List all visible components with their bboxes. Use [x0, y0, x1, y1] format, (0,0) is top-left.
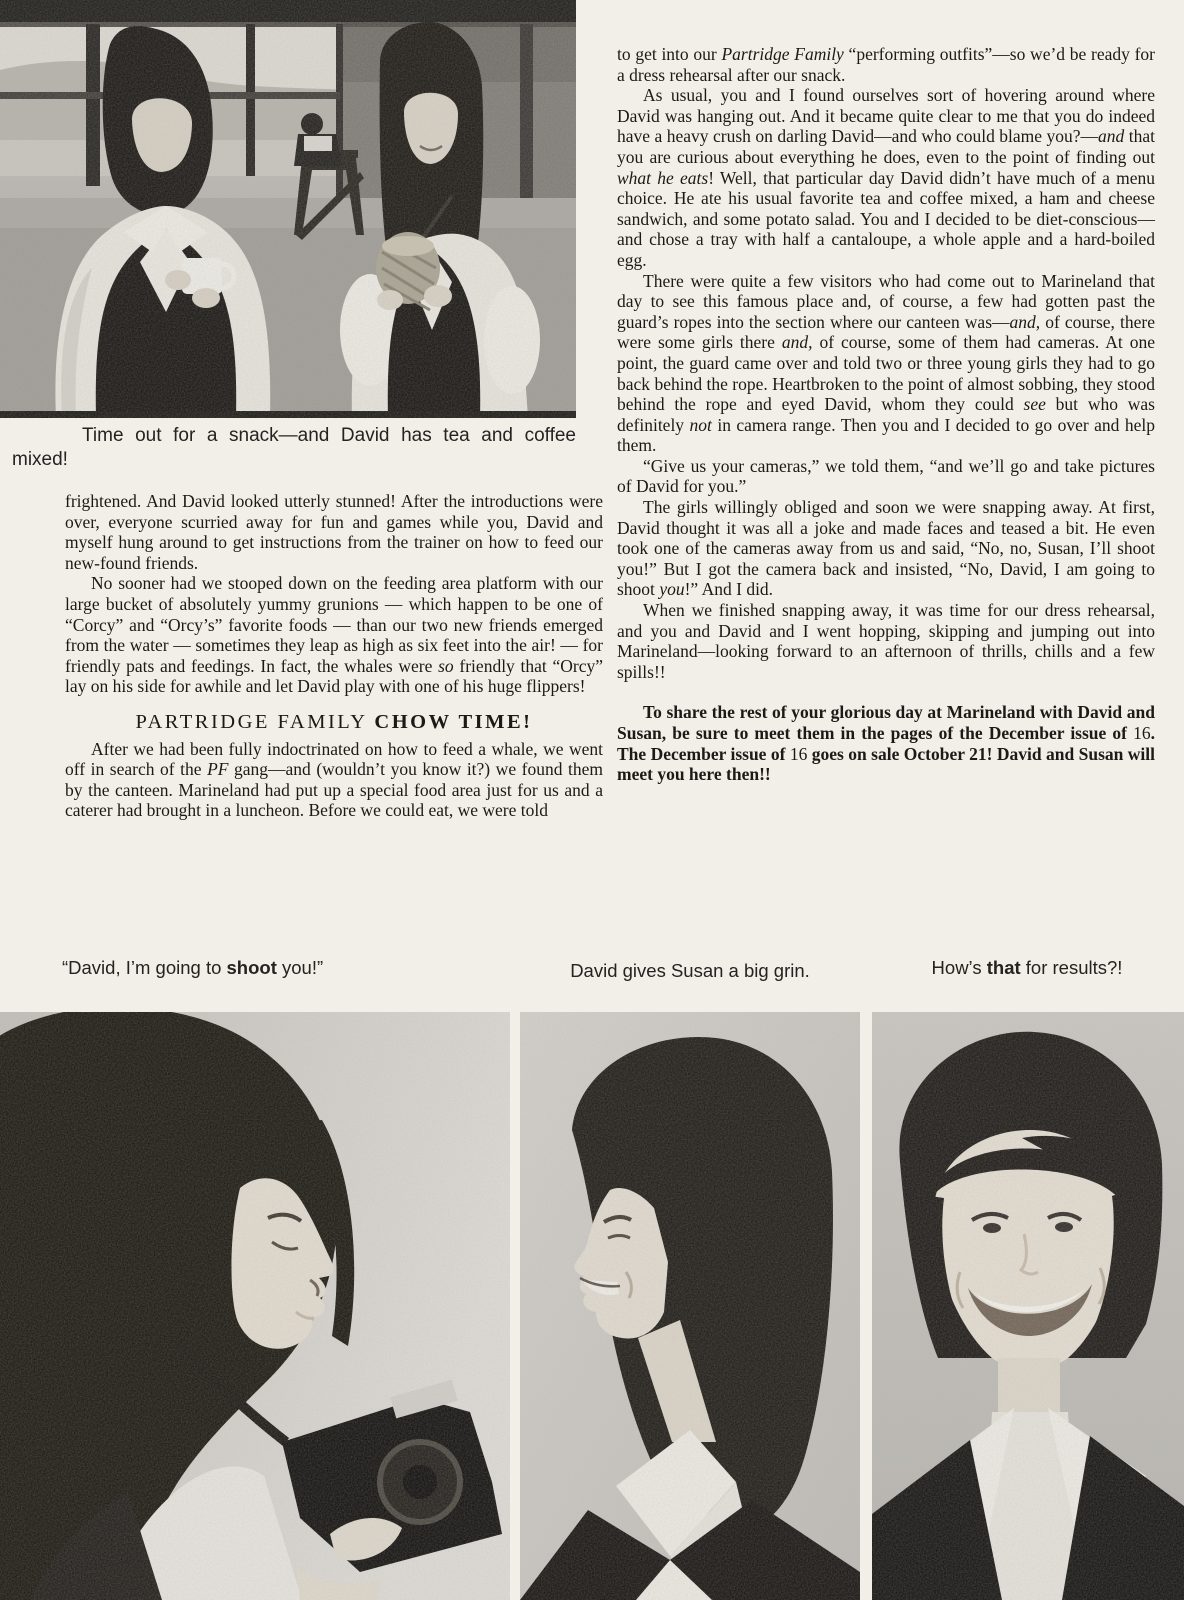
text-segment: !” And I did.: [684, 579, 774, 600]
text-segment: shoot: [226, 957, 277, 978]
body-paragraph: [617, 44, 1155, 85]
left-column: [65, 491, 603, 821]
text-segment: ! Well, that particular day David didn’t have much of a menu choice. He ate his usual favorite tea and coffee mixed, a ham and cheese sandwich, and some potato salad. You and I decided to be diet-conscious—and chose a tray with half a cantaloupe, a whole apple and a hard-boiled egg.: [617, 167, 1156, 270]
text-segment: for results?!: [1020, 957, 1123, 978]
text-segment: not: [689, 414, 712, 435]
text-segment: frightened. And David looked utterly stunned! After the introductions were over, everyone scurried away for fun and games while you, David and myself hung around to get instructions from the trainer on how to feed our new-found friends.: [65, 491, 603, 573]
text-segment: 16: [1133, 723, 1151, 743]
right-column: [617, 44, 1155, 785]
text-segment: you: [659, 579, 685, 600]
body-paragraph: [617, 497, 1155, 600]
text-segment: so: [438, 655, 454, 676]
text-segment: 16: [789, 743, 808, 764]
section-heading: [65, 712, 603, 733]
text-segment: and: [1098, 126, 1125, 147]
text-segment: The girls willingly obliged and soon we were snapping away. At first, David thought it was all a joke and made faces and teased a bit. He even took one of the cameras away from us and said, “No, no, Susan, I’ll shoot you!” But I got the camera back and insisted, “No, David, I am going to shoot: [617, 497, 1155, 600]
bottom-caption-center: [520, 960, 860, 982]
top-photo-caption: [12, 424, 576, 472]
text-segment: that you are curious about everything he does, even to the point of finding out: [617, 126, 1156, 167]
text-segment: that: [986, 957, 1021, 978]
body-paragraph: [617, 85, 1155, 270]
bottom-caption-right: [870, 957, 1184, 979]
top-photo-snack: [0, 0, 576, 418]
text-segment: After we had been fully indoctrinated on how to feed a whale, we went off in search of the: [65, 738, 603, 780]
body-paragraph: [617, 600, 1155, 682]
text-segment: When we finished snapping away, it was time for our dress rehearsal, and you and David and I went hopping, skipping and jumping out into Marineland—looking forward to an afternoon of thrills, chills and a few spills!!: [617, 600, 1155, 682]
text-segment: PF: [207, 759, 229, 780]
bottom-photo-2-illustration: [520, 1012, 860, 1600]
text-segment: what he eats: [617, 167, 709, 188]
text-segment: There were quite a few visitors who had come out to Marineland that day to see this famous place and, of course, a few had gotten past the guard’s ropes into the section where our canteen was—: [617, 270, 1155, 332]
text-segment: David gives Susan a big grin.: [570, 960, 810, 981]
body-paragraph: [65, 739, 603, 821]
text-segment: To share the rest of your glorious day at Marineland with David and Susan, be sure to meet them in the pages of the December issue of: [617, 702, 1155, 743]
bottom-photo-david-profile: [520, 1012, 860, 1600]
bottom-photo-3-illustration: [872, 1012, 1184, 1600]
body-paragraph: [617, 456, 1155, 497]
text-segment: No sooner had we stooped down on the feeding area platform with our large bucket of absolutely yummy grunions — which happen to be one of “Corcy” and “Orcy’s” favorite foods — than our two new friends emerged from the water — sometimes they leap as high as six feet into the air! — for friendly pats and feedings. In fact, the whales were: [65, 573, 603, 676]
text-segment: friendly that “Orcy” lay on his side for awhile and let David play with one of his huge flippers!: [65, 655, 603, 697]
text-segment: goes on sale October 21! David and Susan will meet you here then!!: [617, 743, 1155, 785]
top-photo-illustration: [0, 0, 576, 418]
bottom-caption-left: [62, 957, 323, 979]
promo-paragraph: [617, 702, 1155, 784]
text-segment: gang—and (wouldn’t you know it?) we found them by the canteen. Marineland had put up a special food area just for us and a caterer had brought in a luncheon. Before we could eat, we were told: [65, 759, 603, 821]
text-segment: but who was definitely: [617, 394, 1155, 435]
bottom-photo-susan-camera: [0, 1012, 510, 1600]
body-paragraph: [65, 573, 603, 697]
text-segment: “David, I’m going to: [62, 957, 227, 978]
text-segment: to get into our: [617, 44, 722, 64]
text-segment: and,: [781, 332, 813, 353]
text-segment: As usual, you and I found ourselves sort of hovering around where David was hanging out. And it became quite clear to me that you do indeed have a heavy crush on darling David—and who could blame you?—: [617, 85, 1155, 147]
text-segment: Time out for a snack—and David has tea and coffee mixed!: [12, 425, 576, 470]
body-paragraph: [65, 491, 603, 573]
body-paragraph: [617, 271, 1155, 456]
bottom-photo-1-illustration: [0, 1012, 510, 1600]
text-segment: How’s: [931, 957, 987, 978]
text-segment: “performing outfits”—so we’d be ready for a dress rehearsal after our snack.: [617, 44, 1156, 85]
text-segment: Partridge Family: [721, 44, 844, 64]
text-segment: . The December issue of: [617, 723, 1155, 764]
text-segment: PARTRIDGE FAMILY: [135, 710, 375, 733]
text-segment: you!”: [276, 957, 324, 978]
text-segment: see: [1023, 394, 1046, 415]
text-segment: in camera range. Then you and I decided to go over and help them.: [617, 414, 1155, 456]
text-segment: CHOW TIME!: [374, 710, 533, 733]
text-segment: “Give us your cameras,” we told them, “and we’ll go and take pictures of David for you.”: [617, 455, 1155, 497]
bottom-photo-david-grin: [872, 1012, 1184, 1600]
text-segment: of course, some of them had cameras. At one point, the guard came over and told two or three young girls they had to go back behind the rope. Heartbroken to the point of almost sobbing, they stood behind the rope and eyed David, whom they could: [617, 332, 1155, 415]
text-segment: of course, there were some girls there: [617, 311, 1155, 353]
text-segment: and,: [1009, 311, 1041, 332]
